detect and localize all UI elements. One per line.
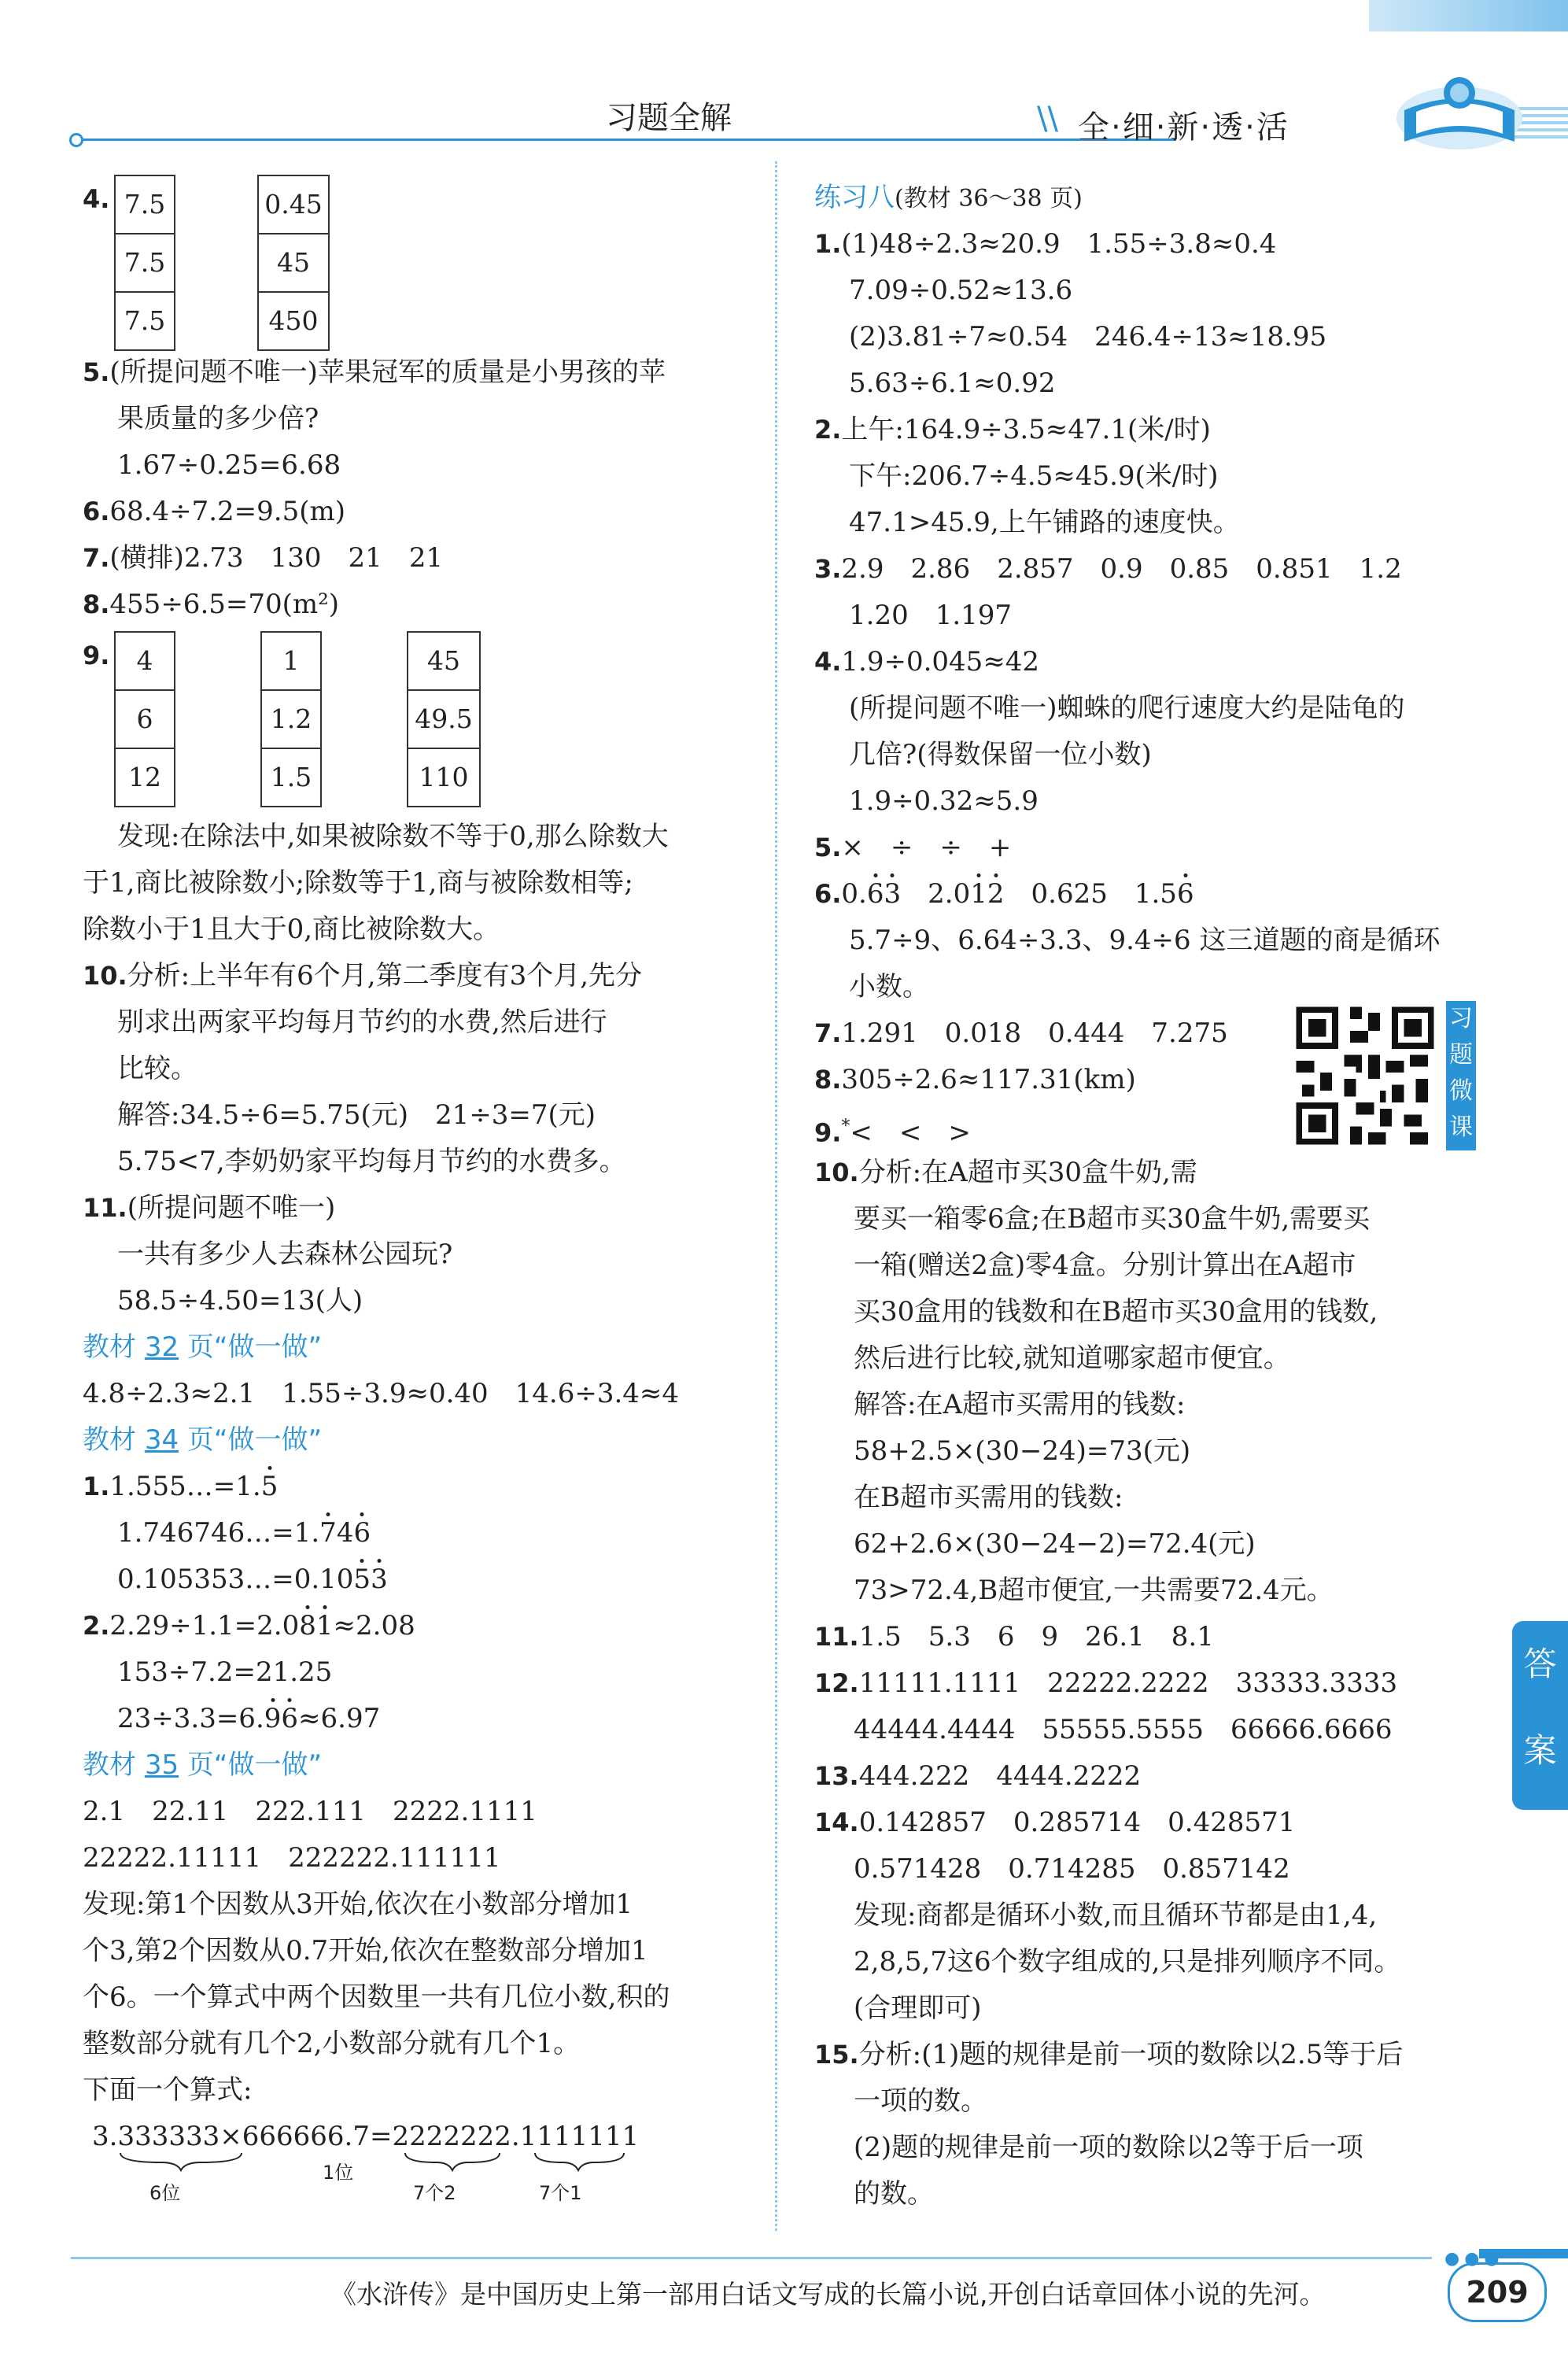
section-heading-p32 <box>83 1324 767 1371</box>
section-page-num: 35 <box>144 1749 179 1781</box>
section-heading-p35 <box>83 1742 767 1789</box>
r-q1-line <box>814 221 1491 268</box>
q4-b-cell: 45 <box>259 234 328 293</box>
q4-a-cell: 7.5 <box>116 176 174 234</box>
header-rule-dot <box>69 133 83 147</box>
recurring-decimal: 1.746746…=1. <box>117 1517 320 1549</box>
r-q10-answer: 73>72.4,B超市便宜,一共需要72.4元。 <box>854 1575 1334 1606</box>
q9-a-cell: 6 <box>116 691 174 749</box>
p34-q1-line <box>83 1464 767 1510</box>
section-page-num: 32 <box>144 1331 179 1363</box>
q9-number: 9. <box>83 641 110 670</box>
r-q10-text: 分析:在A超市买30盒牛奶,需 <box>858 1157 1197 1188</box>
r-q15-text: 分析:(1)题的规律是前一项的数除以2.5等于后 <box>858 2039 1404 2070</box>
r-q15-text: (2)题的规律是前一项的数除以2等于后一项 <box>854 2132 1363 2163</box>
q4-a-cell: 7.5 <box>116 234 174 293</box>
q5-number: 5. <box>83 357 110 387</box>
r-q13-line <box>814 1753 1491 1800</box>
cyclic-decimal: 0.285714 <box>1013 1807 1142 1838</box>
q9-b-cell: 1.2 <box>262 691 320 749</box>
page-number: 209 <box>1448 2262 1547 2322</box>
q7-number: 7. <box>83 543 110 573</box>
q4-box-b <box>257 175 330 351</box>
p34-q2-line <box>83 1603 767 1649</box>
r-q11-number: 11. <box>814 1622 859 1652</box>
r-q3-number: 3. <box>814 554 842 584</box>
answer-side-tab <box>1512 1621 1568 1810</box>
p32-answer: 4.8÷2.3≈2.1 1.55÷3.9≈0.40 14.6÷3.4≈4 <box>83 1378 680 1409</box>
q4-b-cell: 0.45 <box>259 176 328 234</box>
r-q10-answer: 62+2.6×(30−24−2)=72.4(元) <box>854 1528 1256 1560</box>
q8-line <box>83 582 767 628</box>
recurring-digit: 7 <box>319 1517 337 1549</box>
r-q10-line <box>814 1150 1491 1196</box>
cyclic-decimal: 0.428571 <box>1168 1807 1296 1838</box>
recurring-digit-plain: 4 <box>336 1517 354 1549</box>
recurring-decimal: 0. <box>841 878 867 910</box>
r-q12-line <box>814 1660 1491 1707</box>
r-q3-answer: 2.9 2.86 2.857 0.9 0.85 0.851 1.2 <box>841 553 1402 585</box>
r-q14-finding: (合理即可) <box>854 1992 982 2024</box>
r-q4-text: (所提问题不唯一)蜘蛛的爬行速度大约是陆龟的 <box>849 692 1405 724</box>
recurring-digit: 5 <box>260 1471 279 1502</box>
recurring-decimal: 2.0 <box>928 878 971 910</box>
r-q10-text: 一箱(赠送2盒)零4盒。分别计算出在A超市 <box>854 1250 1356 1281</box>
r-q8-number: 8. <box>814 1065 842 1095</box>
q9-c-cell: 49.5 <box>408 691 479 749</box>
p35-finding: 个3,第2个因数从0.7开始,依次在整数部分增加1 <box>83 1935 648 1966</box>
r-q10-text: 要买一箱零6盒;在B超市买30盒牛奶,需要买 <box>854 1203 1371 1235</box>
r-q15-number: 15. <box>814 2040 859 2070</box>
recurring-digit: 6 <box>866 878 884 910</box>
recurring-digit: 8 <box>299 1610 316 1641</box>
cyclic-decimal: 0.857142 <box>1162 1853 1290 1885</box>
r-q9-number: 9. <box>814 1117 842 1148</box>
r-q14-line <box>814 1800 1491 1846</box>
footer-dots: ●●● <box>1444 2249 1504 2269</box>
r-q10-answer: 解答:在A超市买需用的钱数: <box>854 1389 1186 1420</box>
footer-trivia: 《水浒传》是中国历史上第一部用白话文写成的长篇小说,开创白话章回体小说的先河。 <box>330 2279 1326 2310</box>
q6-line <box>83 489 767 535</box>
qr-code[interactable] <box>1290 1001 1440 1150</box>
q4-box-a <box>114 175 175 351</box>
q10-line <box>83 953 767 999</box>
p35-finding: 发现:第1个因数从3开始,依次在小数部分增加1 <box>83 1889 633 1920</box>
r-q1-answer: (1)48÷2.3≈20.9 1.55÷3.8≈0.4 <box>841 228 1277 260</box>
q9-finding: 发现:在除法中,如果被除数不等于0,那么除数大 <box>117 821 669 852</box>
p35-answer: 22222.11111 222222.111111 <box>83 1842 501 1874</box>
r-q2-answer: 上午:164.9÷3.5≈47.1(米/时) <box>841 414 1211 445</box>
r-q10-text: 买30盒用的钱数和在B超市买30盒用的钱数, <box>854 1296 1378 1328</box>
r-q12-number: 12. <box>814 1668 859 1698</box>
recurring-digit: 9 <box>264 1703 282 1734</box>
recurring-digit: 1 <box>315 1610 334 1641</box>
r-q1-answer: (2)3.81÷7≈0.54 246.4÷13≈18.95 <box>849 321 1327 353</box>
qr-label-char: 课 <box>1449 1113 1473 1141</box>
q4-b-cell: 450 <box>268 305 319 336</box>
p35-finding: 整数部分就有几个2,小数部分就有几个1。 <box>83 2028 581 2059</box>
q5-text: 果质量的多少倍? <box>117 403 319 434</box>
brace-marks <box>98 2150 720 2173</box>
approx-value: ≈6.97 <box>298 1703 381 1734</box>
p35-braced-equation <box>83 2114 767 2204</box>
r-q2-number: 2. <box>814 415 842 445</box>
r-q4-answer: 1.9÷0.32≈5.9 <box>849 785 1039 817</box>
column-divider <box>775 161 777 2231</box>
q11-answer: 58.5÷4.50=13(人) <box>117 1285 363 1316</box>
recurring-decimal: 23÷3.3=6. <box>117 1703 264 1734</box>
q9-finding: 除数小于1且大于0,商比被除数大。 <box>83 914 500 945</box>
right-column <box>814 175 1491 2217</box>
footer-rule <box>71 2257 1432 2259</box>
q4-boxes <box>83 175 767 349</box>
p34-q2-line <box>83 1696 767 1742</box>
braced-equation: 3.333333×666666.7=2222222.1111111 <box>92 2121 640 2152</box>
r-q4-number: 4. <box>814 647 842 677</box>
qr-label <box>1446 1001 1476 1150</box>
q9-box-c <box>407 631 481 807</box>
q6-number: 6. <box>83 497 110 526</box>
section-heading-p34 <box>83 1417 767 1464</box>
r-q4-answer: 1.9÷0.045≈42 <box>841 646 1040 678</box>
q4-number: 4. <box>83 184 110 214</box>
section-suffix: 页“做一做” <box>179 1331 323 1363</box>
q9-boxes <box>83 628 767 814</box>
r-q6-text: 5.7÷9、6.64÷3.3、9.4÷6 这三道题的商是循环 <box>849 925 1441 956</box>
p34-q1-line <box>83 1556 767 1603</box>
r-q7-answer: 1.291 0.018 0.444 7.275 <box>841 1017 1228 1049</box>
section-suffix: 页“做一做” <box>179 1424 323 1456</box>
section-prefix: 教材 <box>83 1424 145 1456</box>
r-q8-answer: 305÷2.6≈117.31(km) <box>841 1064 1136 1095</box>
q9-c-cell: 110 <box>419 762 469 792</box>
r-q14-finding: 发现:商都是循环小数,而且循环节都是由1,4, <box>854 1900 1378 1931</box>
section-prefix: 教材 <box>83 1749 145 1781</box>
r-q13-number: 13. <box>814 1761 859 1791</box>
q8-answer: 455÷6.5=70(m²) <box>109 589 340 620</box>
exercise8-ref: (教材 36～38 页) <box>895 185 1083 212</box>
cyclic-decimal: 0.571428 <box>854 1853 982 1885</box>
r-q7-number: 7. <box>814 1018 842 1048</box>
left-column <box>83 175 767 2204</box>
recurring-digit: 3 <box>884 878 902 910</box>
r-q6-number: 6. <box>814 879 842 909</box>
header-decoration-bar <box>1369 0 1568 31</box>
r-q10-answer: 在B超市买需用的钱数: <box>854 1482 1123 1513</box>
r-q9-answer: < < > <box>850 1117 971 1149</box>
p35-answer: 2.1 22.11 222.111 2222.1111 <box>83 1796 537 1827</box>
r-q11-answer: 1.5 5.3 6 9 26.1 8.1 <box>858 1621 1214 1652</box>
approx-value: ≈2.08 <box>333 1610 415 1641</box>
p35-finding: 个6。一个算式中两个因数里一共有几位小数,积的 <box>83 1981 670 2013</box>
q9-finding: 于1,商比被除数小;除数等于1,商与被除数相等; <box>83 867 633 899</box>
r-q4-line <box>814 639 1491 685</box>
side-tab-char: 案 <box>1523 1731 1557 1770</box>
r-q3-answer: 1.20 1.197 <box>849 600 1013 631</box>
r-q10-answer: 58+2.5×(30−24)=73(元) <box>854 1435 1191 1467</box>
p34-q1-line <box>83 1510 767 1556</box>
r-q1-number: 1. <box>814 229 842 259</box>
q10-answer: 解答:34.5÷6=5.75(元) 21÷3=7(元) <box>117 1099 596 1131</box>
q11-line <box>83 1185 767 1232</box>
brace-label: 1位 <box>323 2162 354 2184</box>
q5-text: (所提问题不唯一)苹果冠军的质量是小男孩的苹 <box>109 356 666 388</box>
r-q10-text: 然后进行比较,就知道哪家超市便宜。 <box>854 1342 1290 1374</box>
p35-next-expression-label: 下面一个算式: <box>83 2074 253 2106</box>
r-q2-line <box>814 407 1491 453</box>
cyclic-decimal: 0.142857 <box>858 1807 987 1838</box>
recurring-digit: 6 <box>353 1517 371 1549</box>
r-q14-line <box>814 1846 1491 1892</box>
brace-label: 7个1 <box>539 2182 582 2204</box>
q10-text: 别求出两家平均每月节约的水费,然后进行 <box>117 1006 607 1038</box>
q9-a-cell: 4 <box>116 633 174 691</box>
q5-answer: 1.67÷0.25=6.68 <box>117 449 341 481</box>
r-q1-answer: 5.63÷6.1≈0.92 <box>849 367 1056 399</box>
r-q14-number: 14. <box>814 1808 859 1837</box>
cyclic-decimal: 0.714285 <box>1008 1853 1136 1885</box>
recurring-digit: 3 <box>371 1564 388 1595</box>
q9-c-cell: 45 <box>408 633 479 691</box>
r-q15-text: 的数。 <box>854 2178 934 2210</box>
q10-number: 10. <box>83 961 127 991</box>
r-q4-text: 几倍?(得数保留一位小数) <box>849 739 1152 770</box>
q9-b-cell: 1 <box>262 633 320 691</box>
r-q1-answer: 7.09÷0.52≈13.6 <box>849 275 1073 306</box>
r-q10-number: 10. <box>814 1158 859 1187</box>
recurring-digit: 5 <box>353 1564 371 1595</box>
header-mark: \\ <box>1037 101 1058 137</box>
brace-label: 7个2 <box>413 2182 456 2204</box>
brace-label: 6位 <box>149 2182 181 2204</box>
section-suffix: 页“做一做” <box>179 1749 323 1781</box>
recurring-decimal: 2.29÷1.1=2.0 <box>109 1610 300 1641</box>
qr-label-char: 习 <box>1449 1005 1473 1032</box>
r-q15-line <box>814 2032 1491 2078</box>
p34-q2-answer: 153÷7.2=21.25 <box>117 1656 333 1688</box>
q11-number: 11. <box>83 1193 127 1223</box>
r-q2-answer: 47.1>45.9,上午铺路的速度快。 <box>849 507 1240 538</box>
q4-a-cell: 7.5 <box>124 305 166 336</box>
exercise8-title: 练习八 <box>814 182 895 213</box>
q11-text: 一共有多少人去森林公园玩? <box>117 1239 453 1270</box>
side-tab-char: 答 <box>1523 1645 1557 1683</box>
qr-label-char: 题 <box>1449 1041 1473 1069</box>
r-q6-text: 小数。 <box>849 971 929 1003</box>
p34-q2-number: 2. <box>83 1611 110 1641</box>
header-title: 习题全解 <box>606 100 732 136</box>
r-q5-line <box>814 825 1491 871</box>
recurring-decimal: 1.5 <box>1134 878 1177 910</box>
r-q3-line <box>814 546 1491 593</box>
q5-line <box>83 349 767 396</box>
r-q15-text: 一项的数。 <box>854 2085 987 2117</box>
recurring-digit: 1 <box>970 878 987 910</box>
r-q6-line <box>814 871 1491 918</box>
recurring-digit: 6 <box>1176 878 1194 910</box>
qr-label-char: 微 <box>1449 1077 1473 1105</box>
q9-box-b <box>260 631 322 807</box>
recurring-digit: 2 <box>987 878 1005 910</box>
q10-text: 分析:上半年有6个月,第二季度有3个月,先分 <box>127 960 643 991</box>
r-q5-answer: × ÷ ÷ + <box>841 832 1012 863</box>
r-q9-star: * <box>841 1117 850 1136</box>
header-tagline: 全·细·新·透·活 <box>1078 109 1289 146</box>
r-q11-line <box>814 1614 1491 1660</box>
p34-q1-number: 1. <box>83 1472 110 1501</box>
header-rule <box>75 138 1176 141</box>
q9-b-cell: 1.5 <box>270 762 312 792</box>
book-logo-icon <box>1385 55 1534 157</box>
section-page-num: 34 <box>144 1424 179 1456</box>
q7-answer: (横排)2.73 130 21 21 <box>109 542 444 574</box>
q9-a-cell: 12 <box>128 762 161 792</box>
q6-answer: 68.4÷7.2=9.5(m) <box>109 496 346 527</box>
decimal-value: 0.625 <box>1031 878 1108 910</box>
q8-number: 8. <box>83 589 110 619</box>
exercise8-heading <box>814 175 1491 221</box>
r-q5-number: 5. <box>814 833 842 862</box>
q11-text: (所提问题不唯一) <box>127 1192 336 1224</box>
r-q2-answer: 下午:206.7÷4.5≈45.9(米/时) <box>849 460 1219 492</box>
r-q14-finding: 2,8,5,7这6个数字组成的,只是排列顺序不同。 <box>854 1946 1401 1977</box>
q10-text: 比较。 <box>117 1053 197 1084</box>
section-prefix: 教材 <box>83 1331 145 1363</box>
recurring-decimal: 0.105353…=0.10 <box>117 1564 354 1595</box>
q7-line <box>83 535 767 582</box>
recurring-digit: 6 <box>281 1703 299 1734</box>
r-q12-answer: 11111.1111 22222.2222 33333.3333 <box>858 1667 1398 1699</box>
q9-box-a <box>114 631 175 807</box>
recurring-decimal: 1.555…=1. <box>109 1471 261 1502</box>
r-q13-answer: 444.222 4444.2222 <box>858 1760 1142 1792</box>
q10-answer: 5.75<7,李奶奶家平均每月节约的水费多。 <box>117 1146 626 1177</box>
r-q12-answer: 44444.4444 55555.5555 66666.6666 <box>854 1714 1393 1745</box>
